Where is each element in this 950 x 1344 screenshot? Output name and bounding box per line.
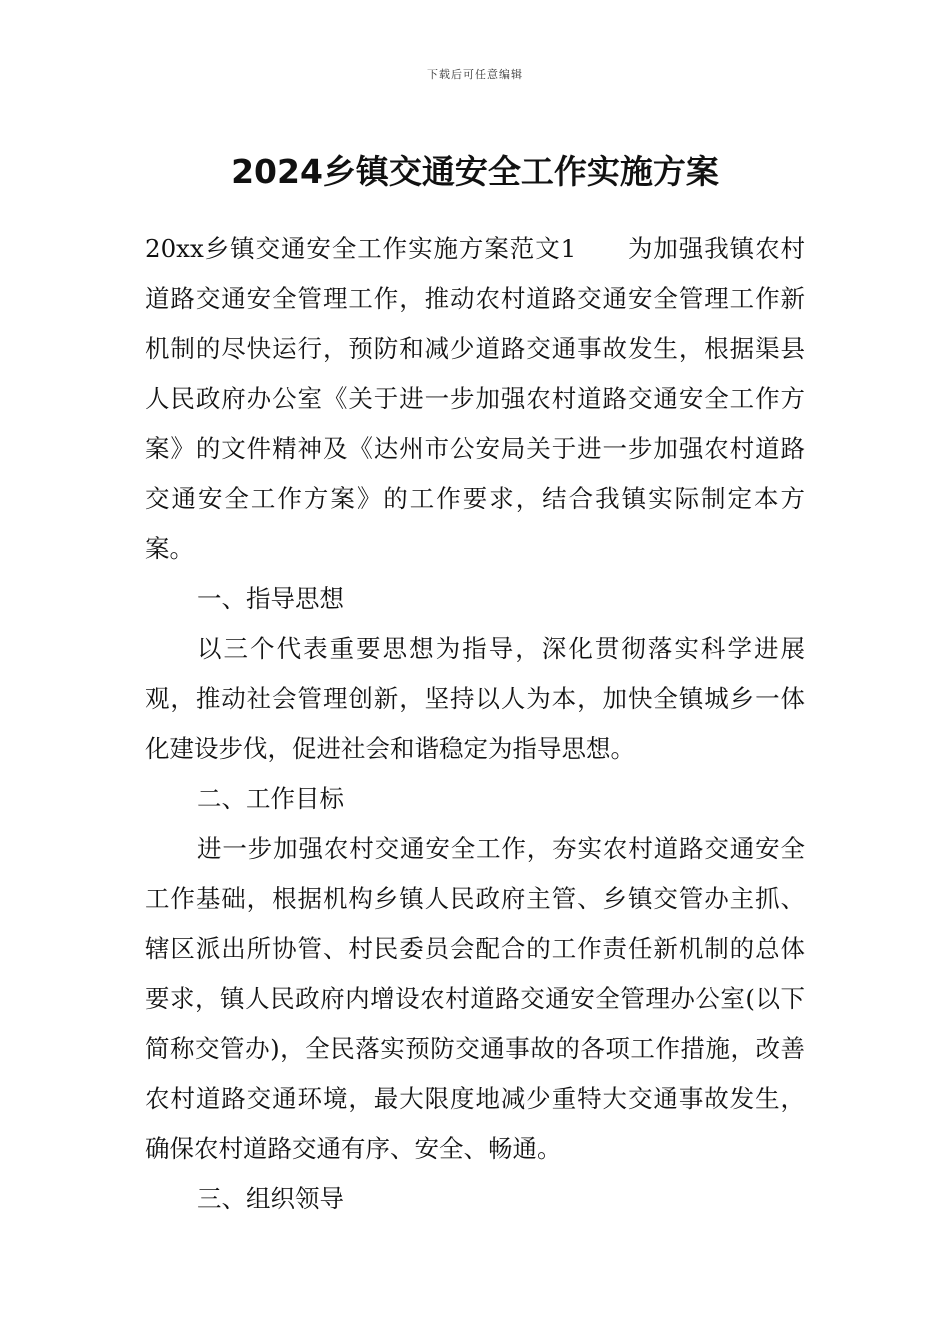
document-title: 2024乡镇交通安全工作实施方案: [231, 152, 719, 192]
section-heading-organization: 三、组织领导: [197, 1184, 344, 1213]
intro-body: 为加强我镇农村道路交通安全管理工作，推动农村道路交通安全管理工作新机制的尽快运行，预防和减少道路交通事故发生，根据渠县人民政府办公室《关于进一步加强农村道路交通安全工作方案》的文件精神及《达州市公安局关于进一步加强农村道路交通安全工作方案》的工作要求，结合我镇实际制定本方案。: [145, 234, 805, 563]
section-heading-work-goals: 二、工作目标: [197, 784, 344, 813]
section-heading-guiding-ideology: 一、指导思想: [197, 584, 344, 613]
intro-paragraph: [145, 224, 805, 574]
header-note: 下载后可任意编辑: [427, 68, 523, 81]
section-body-work-goals: 进一步加强农村交通安全工作，夯实农村道路交通安全工作基础，根据机构乡镇人民政府主管、乡镇交管办主抓、辖区派出所协管、村民委员会配合的工作责任新机制的总体要求，镇人民政府内增设农村道路交通安全管理办公室(以下简称交管办)，全民落实预防交通事故的各项工作措施，改善农村道路交通环境，最大限度地减少重特大交通事故发生，确保农村道路交通有序、安全、畅通。: [145, 834, 805, 1163]
section-body-guiding-ideology: 以三个代表重要思想为指导，深化贯彻落实科学进展观，推动社会管理创新，坚持以人为本，加快全镇城乡一体化建设步伐，促进社会和谐稳定为指导思想。: [145, 634, 805, 763]
document-body: [145, 224, 805, 1224]
intro-lead: 20xx乡镇交通安全工作实施方案范文1: [145, 234, 628, 263]
